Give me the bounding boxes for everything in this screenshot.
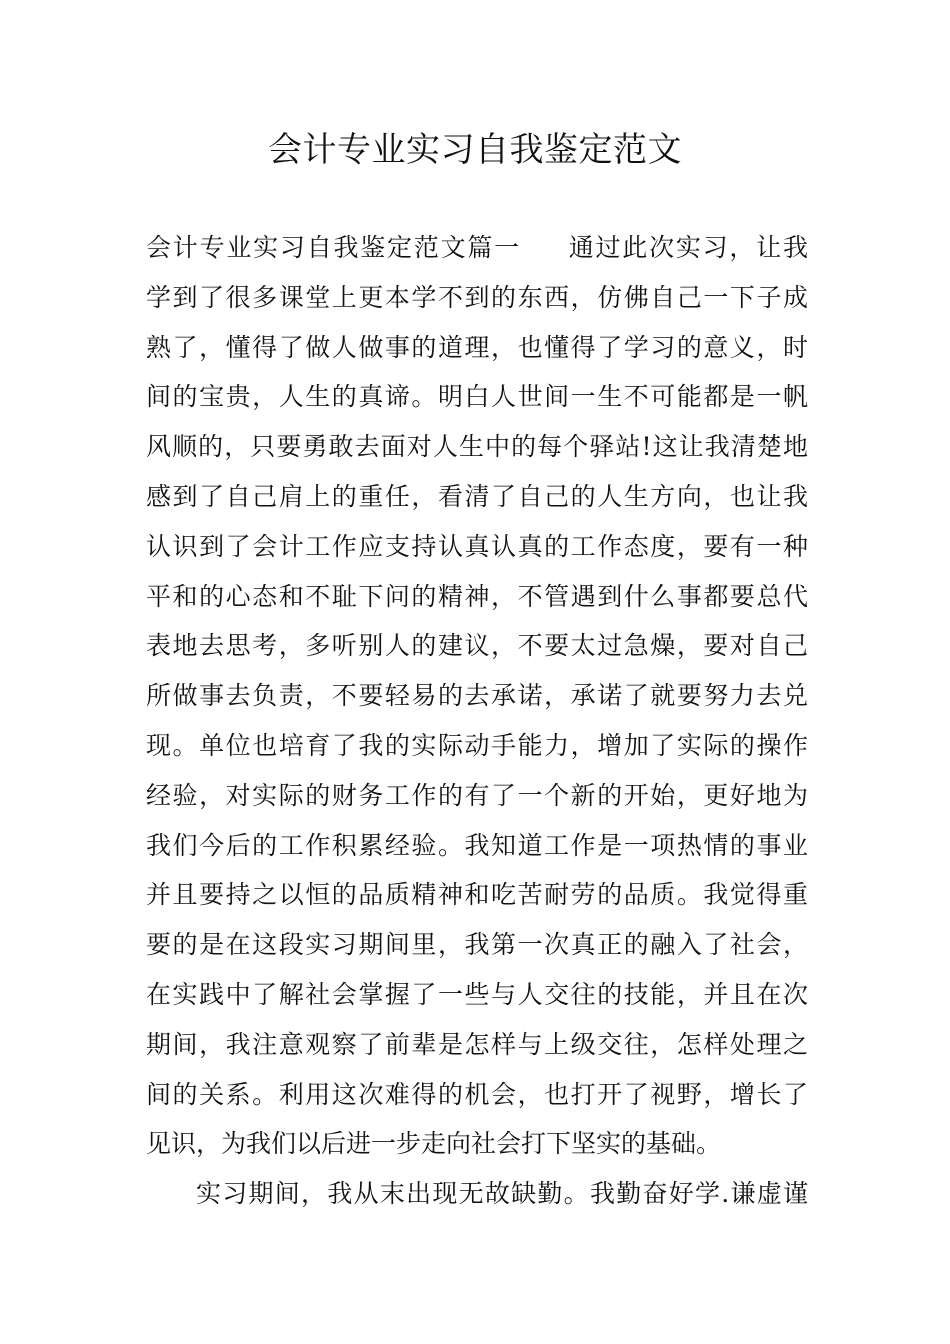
paragraph-line <box>146 223 808 273</box>
paragraph-line: 平和的心态和不耻下问的精神，不管遇到什么事都要总代 <box>146 581 808 611</box>
paragraph-text: 通过此次实习，让我 <box>566 233 808 262</box>
paragraph-line: 熟了，懂得了做人做事的道理，也懂得了学习的意义，时 <box>146 332 808 362</box>
paragraph-line: 要的是在这段实习期间里，我第一次真正的融入了社会， <box>146 930 808 960</box>
paragraph-line: 表地去思考，多听别人的建议，不要太过急燥，要对自己 <box>146 631 808 661</box>
paragraph-line: 学到了很多课堂上更本学不到的东西，仿佛自己一下子成 <box>146 282 808 312</box>
paragraph-line: 间的宝贵，人生的真谛。明白人世间一生不可能都是一帆 <box>146 382 808 412</box>
paragraph-line: 间的关系。利用这次难得的机会，也打开了视野，增长了 <box>146 1079 808 1109</box>
paragraph-line: 认识到了会计工作应支持认真认真的工作态度，要有一种 <box>146 531 808 561</box>
paragraph-line: 期间，我注意观察了前辈是怎样与上级交往，怎样处理之 <box>146 1029 808 1059</box>
paragraph-line: 并且要持之以恒的品质精神和吃苦耐劳的品质。我觉得重 <box>146 880 808 910</box>
paragraph-line: 风顺的，只要勇敢去面对人生中的每个驿站!这让我清楚地 <box>146 432 808 462</box>
document-title: 会计专业实习自我鉴定范文 <box>268 130 682 170</box>
paragraph-line: 感到了自己肩上的重任，看清了自己的人生方向，也让我 <box>146 481 808 511</box>
paragraph-line: 实习期间，我从末出现无故缺勤。我勤奋好学.谦虚谨 <box>196 1179 808 1209</box>
paragraph-line: 现。单位也培育了我的实际动手能力，增加了实际的操作 <box>146 730 808 760</box>
section-heading: 会计专业实习自我鉴定范文篇一 <box>146 233 521 262</box>
paragraph-line: 所做事去负责，不要轻易的去承诺，承诺了就要努力去兑 <box>146 681 808 711</box>
document-body <box>146 223 808 1219</box>
paragraph-line: 我们今后的工作积累经验。我知道工作是一项热情的事业 <box>146 830 808 860</box>
paragraph-line: 在实践中了解社会掌握了一些与人交往的技能，并且在次 <box>146 979 808 1009</box>
paragraph-line: 经验，对实际的财务工作的有了一个新的开始，更好地为 <box>146 780 808 810</box>
paragraph-line: 见识，为我们以后进一步走向社会打下坚实的基础。 <box>146 1129 722 1159</box>
